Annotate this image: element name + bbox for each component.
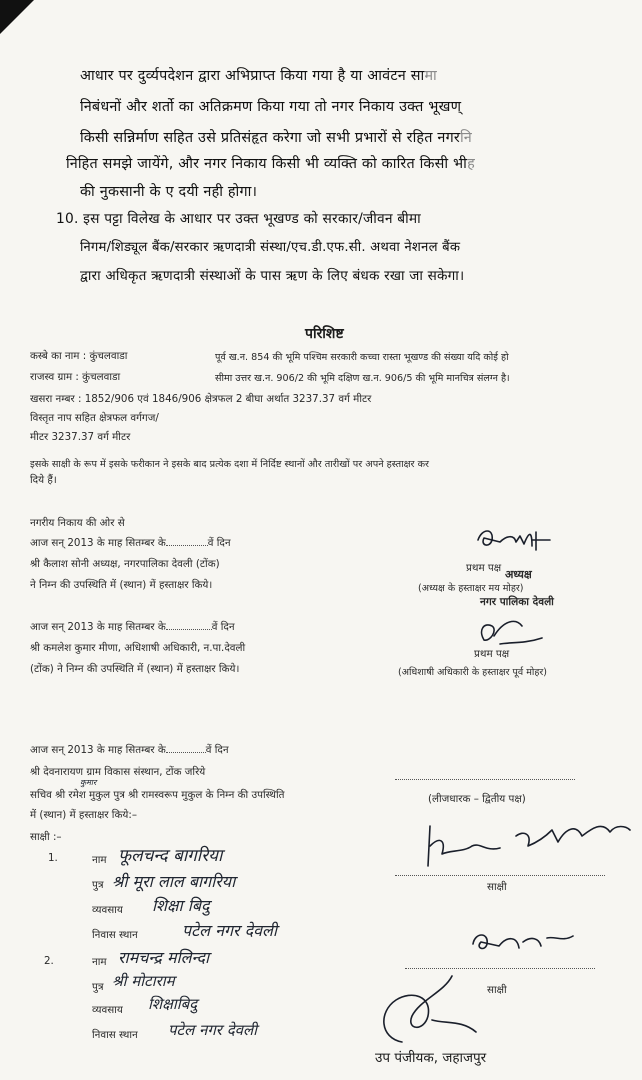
clause-line-1-text: आधार पर दुर्व्यपदेशन द्वारा अभिप्राप्त किया गया है या आवंटन सा [80,68,425,84]
witness-1-residence: पटेल नगर देवली [182,921,277,940]
block3-line-2: श्री देवनारायण ग्राम विकास संस्थान, टोंक जरिये [30,766,206,778]
witness-2-number: 2. [44,955,54,967]
block3-handwritten-insert: कुमार [80,778,97,787]
clause-line-5: की नुकसानी के ए दयी नही होगा। [80,184,258,200]
chairman-signature [470,522,560,558]
block2-date-blank [166,629,212,630]
clause-line-3-faded: नि [459,130,472,146]
block2-line-2: श्री कमलेश कुमार मीणा, अधिशाषी अधिकारी, न.पा.देवली [30,642,246,654]
block3-line-3: सचिव श्री रमेश मुकुल पुत्र श्री रामस्वरूप मुकुल के निम्न की उपस्थिति [30,789,285,801]
page-corner-fold [0,0,34,34]
block2-date-text: आज सन् 2013 के माह सितम्बर के [30,621,166,633]
clause-10-line-1: 10. इस पट्टा विलेख के आधार पर उक्त भूखण्ड को सरकार/जीवन बीमा [56,211,421,227]
witness-1-son: श्री मूरा लाल बागरिया [112,872,236,891]
clause-line-3 [80,128,472,147]
block1-line-1 [30,536,231,550]
boundary-north-south: सीमा उत्तर ख.न. 906/2 की भूमि दक्षिण ख.न. 906/5 की भूमि मानचित्र संलग्न है। [215,373,510,384]
witness-1-signature [420,806,635,876]
block2-line-1 [30,620,235,634]
block3-date-blank [166,752,206,753]
clause-line-1-faded: मा [424,68,437,84]
witness-2-residence: पटेल नगर देवली [168,1021,258,1039]
chairman-stamp-org: नगर पालिका देवली [480,596,554,608]
block1-seal-note: (अध्यक्ष के हस्ताक्षर मय मोहर) [418,583,524,594]
revenue-village: राजस्व ग्राम : कुंचलवाडा [30,371,121,383]
block1-date-blank [166,545,208,546]
clause-10-line-3: द्वारा अधिकृत ऋणदात्री संस्थाओं के पास ऋण के लिए बंधक रखा जा सकेगा। [80,268,465,284]
witness-1-sakshi: साक्षी [487,881,507,893]
block3-line-1 [30,743,229,757]
block3-date-text: आज सन् 2013 के माह सितम्बर के [30,744,166,756]
clause-line-2: निबंधनों और शर्तो का अतिक्रमण किया गया तो नगर निकाय उक्त भूखण् [80,99,462,115]
block1-heading: नगरीय निकाय की ओर से [30,517,125,529]
block1-line-2: श्री कैलाश सोनी अध्यक्ष, नगरपालिका देवली (टोंक) [30,558,220,570]
clause-10-line-2: निगम/शिड्यूल बैंक/सरकार ऋणदात्री संस्था/एच.डी.एफ.सी. अथवा नेशनल बैंक [80,240,461,255]
clause-line-4-faded: ह [467,156,475,172]
witness-1-son-label: पुत्र [92,879,104,891]
clause-line-3-text: किसी सन्निर्माण सहित उसे प्रतिसंहृत करेगा जो सभी प्रभारों से रहित नगर [80,130,460,146]
witness-1-name-label: नाम [92,854,107,866]
block2-first-party: प्रथम पक्ष [474,648,510,660]
witness-paragraph-line-1: इसके साक्षी के रूप में इसके फरीकान ने इसके बाद प्रत्येक दशा में निर्दिष्ट स्थानों और तारीखों पर अपने हस्ताक्षर कर [30,459,429,470]
witness-2-son-label: पुत्र [92,981,104,993]
khasra-number: खसरा नम्बर : 1852/906 एवं 1846/906 क्षेत्रफल 2 बीघा अर्थात 3237.37 वर्ग मीटर [30,393,372,405]
witness-2-signature [465,922,585,962]
lessee-label: (लीजधारक – द्वितीय पक्ष) [428,793,526,805]
witness-1-number: 1. [48,852,58,864]
block3-day-text: वें दिन [205,744,229,756]
block2-seal-note: (अधिशाषी अधिकारी के हस्ताक्षर पूर्व मोहर) [398,667,547,678]
witness-2-occupation-label: व्यवसाय [92,1004,123,1016]
witness-2-occupation: शिक्षाबिदु [148,995,198,1013]
chairman-stamp-title: अध्यक्ष [505,568,532,581]
clause-line-4-text: निहित समझे जायेंगे, और नगर निकाय किसी भी व्यक्ति को कारित किसी भी [66,156,468,172]
witness-1-residence-label: निवास स्थान [92,929,138,941]
clause-line-1 [80,66,437,85]
witness-1-occupation-label: व्यवसाय [92,904,123,916]
appendix-title: परिशिष्ट [305,326,344,342]
witness-1-occupation: शिक्षा बिदु [152,896,210,915]
block1-date-text: आज सन् 2013 के माह सितम्बर के [30,537,166,549]
witness-paragraph-line-2: दिये हैं। [30,474,57,486]
clause-line-4 [66,154,475,173]
block3-line-4: में (स्थान) में हस्ताक्षर किये:– [30,809,137,821]
block1-line-3: ने निम्न की उपस्थिति में (स्थान) में हस्ताक्षर किये। [30,579,213,591]
boundary-east-west: पूर्व ख.न. 854 की भूमि पश्चिम सरकारी कच्चा रास्ता भूखण्ड की संख्या यदि कोई हो [215,352,509,363]
block2-day-text: वें दिन [211,621,235,633]
witness-2-signature-line [405,968,595,969]
witness-2-name-label: नाम [92,956,107,968]
witness-1-name: फूलचन्द बागरिया [118,846,223,866]
witnesses-heading: साक्षी :– [30,831,62,843]
witness-2-son: श्री मोटाराम [112,972,175,990]
lessee-signature-line [395,779,575,780]
block2-line-3: (टोंक) ने निम्न की उपस्थिति में (स्थान) में हस्ताक्षर किये। [30,663,240,675]
town-name: कस्बे का नाम : कुंचलवाडा [30,350,128,362]
sub-registrar-label: उप पंजीयक, जहाजपुर [375,1050,487,1066]
area-detail-line-2: मीटर 3237.37 वर्ग मीटर [30,431,131,443]
witness-2-name: रामचन्द्र मलिन्दा [118,948,210,967]
block1-first-party: प्रथम पक्ष [466,562,502,574]
witness-2-residence-label: निवास स्थान [92,1029,138,1041]
witness-1-signature-line [395,875,605,876]
area-detail-line-1: विस्तृत नाप सहित क्षेत्रफल वर्गगज/ [30,412,159,424]
block1-day-text: वें दिन [207,537,231,549]
witness-2-sakshi: साक्षी [487,984,507,996]
